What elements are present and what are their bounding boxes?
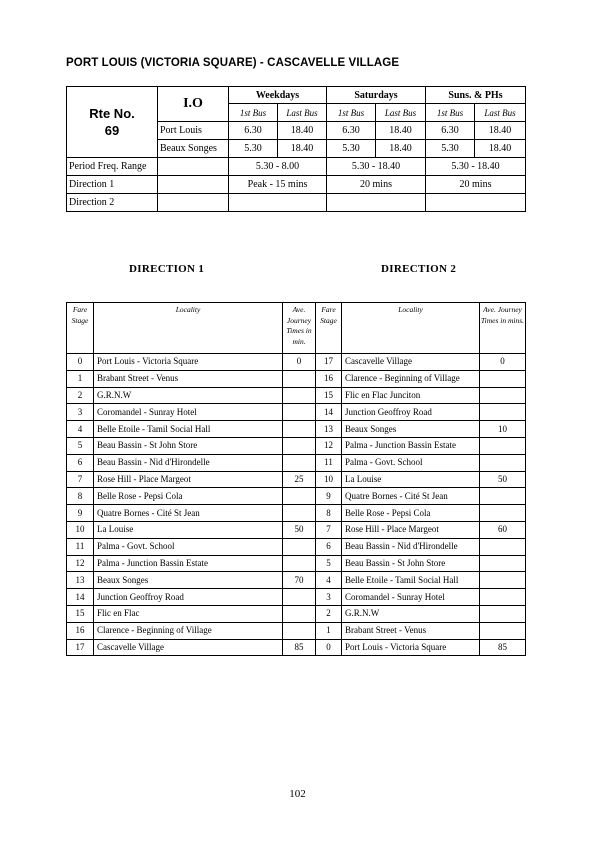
locality-header: Locality — [342, 303, 480, 354]
direction1-label: Direction 1 — [67, 176, 158, 194]
stages-header-row — [67, 303, 526, 354]
period-value: 5.30 - 8.00 — [229, 158, 327, 176]
fare-stage-cell: 17 — [316, 354, 342, 371]
time-cell: 6.30 — [229, 122, 278, 140]
journey-time-cell: 85 — [480, 639, 526, 656]
locality-cell: Palma - Junction Bassin Estate — [342, 437, 480, 454]
direction2-label: Direction 2 — [67, 194, 158, 212]
table-row — [67, 471, 526, 488]
table-row — [67, 488, 526, 505]
route-label: Rte No. — [89, 106, 135, 121]
fare-stages-table — [66, 302, 526, 656]
fare-stage-cell: 6 — [67, 454, 94, 471]
page-number: 102 — [289, 788, 306, 800]
saturdays-header: Saturdays — [327, 87, 426, 104]
fare-stage-cell: 15 — [316, 387, 342, 404]
table-row — [67, 555, 526, 572]
period-value: 5.30 - 18.40 — [327, 158, 426, 176]
time-cell: 6.30 — [327, 122, 376, 140]
time-cell: 18.40 — [278, 140, 327, 158]
table-row — [67, 605, 526, 622]
fare-stage-cell: 16 — [316, 370, 342, 387]
fare-stage-cell: 1 — [316, 622, 342, 639]
direction1-value: Peak - 15 mins — [229, 176, 327, 194]
locality-cell: Flic en Flac — [94, 605, 283, 622]
journey-time-cell — [283, 555, 316, 572]
last-bus-label: Last Bus — [475, 104, 526, 122]
fare-stage-cell: 16 — [67, 622, 94, 639]
fare-stage-cell: 7 — [316, 521, 342, 538]
journey-time-cell — [283, 437, 316, 454]
journey-time-cell — [480, 404, 526, 421]
fare-stage-cell: 17 — [67, 639, 94, 656]
locality-cell: Beaux Songes — [94, 572, 283, 589]
journey-time-cell: 10 — [480, 421, 526, 438]
journey-time-cell: 0 — [283, 354, 316, 371]
fare-stage-cell: 15 — [67, 605, 94, 622]
locality-cell: Coromandel - Sunray Hotel — [342, 589, 480, 606]
locality-cell: Beau Bassin - Nid d'Hirondelle — [342, 538, 480, 555]
time-cell: 5.30 — [327, 140, 376, 158]
journey-times-header: Ave. Journey Times in mins. — [480, 303, 526, 354]
weekdays-header: Weekdays — [229, 87, 327, 104]
period-label: Period Freq. Range — [67, 158, 158, 176]
table-row — [67, 421, 526, 438]
fare-stage-cell: 0 — [316, 639, 342, 656]
fare-stage-cell: 0 — [67, 354, 94, 371]
time-cell: 5.30 — [426, 140, 475, 158]
journey-time-cell: 25 — [283, 471, 316, 488]
first-bus-label: 1st Bus — [229, 104, 278, 122]
direction-2-heading: DIRECTION 2 — [381, 263, 457, 275]
fare-stage-cell: 5 — [316, 555, 342, 572]
time-cell: 18.40 — [475, 140, 526, 158]
journey-time-cell — [283, 505, 316, 522]
origin-place: Beaux Songes — [158, 140, 229, 158]
fare-stage-cell: 11 — [316, 454, 342, 471]
locality-cell: Beau Bassin - St John Store — [342, 555, 480, 572]
locality-cell: Cascavelle Village — [94, 639, 283, 656]
page-title: PORT LOUIS (VICTORIA SQUARE) - CASCAVELLE VILLAGE — [66, 57, 400, 69]
locality-cell: Beaux Songes — [342, 421, 480, 438]
table-row — [67, 404, 526, 421]
fare-stage-cell: 4 — [316, 572, 342, 589]
journey-time-cell — [480, 437, 526, 454]
journey-time-cell — [480, 622, 526, 639]
time-cell: 6.30 — [426, 122, 475, 140]
journey-time-cell — [283, 488, 316, 505]
last-bus-label: Last Bus — [376, 104, 426, 122]
journey-time-cell — [283, 589, 316, 606]
locality-cell: Rose Hill - Place Margeot — [94, 471, 283, 488]
direction1-value: 20 mins — [327, 176, 426, 194]
direction-1-heading: DIRECTION 1 — [129, 263, 205, 275]
locality-cell: Junction Geoffroy Road — [94, 589, 283, 606]
journey-time-cell — [480, 555, 526, 572]
locality-cell: La Louise — [342, 471, 480, 488]
period-value: 5.30 - 18.40 — [426, 158, 526, 176]
fare-stage-cell: 2 — [316, 605, 342, 622]
journey-time-cell — [480, 572, 526, 589]
table-row — [67, 505, 526, 522]
journey-time-cell: 60 — [480, 521, 526, 538]
table-row — [67, 572, 526, 589]
locality-cell: Palma - Govt. School — [94, 538, 283, 555]
fare-stage-cell: 1 — [67, 370, 94, 387]
journey-times-header: Ave. Journey Times in min. — [283, 303, 316, 354]
locality-cell: Quatre Bornes - Cité St Jean — [342, 488, 480, 505]
fare-stage-cell: 13 — [67, 572, 94, 589]
locality-cell: G.R.N.W — [94, 387, 283, 404]
direction1-value: 20 mins — [426, 176, 526, 194]
locality-cell: Clarence - Beginning of Village — [94, 622, 283, 639]
io-label: I.O — [158, 87, 229, 122]
fare-stage-cell: 10 — [67, 521, 94, 538]
locality-cell: Port Louis - Victoria Square — [94, 354, 283, 371]
locality-cell: Flic en Flac Junciton — [342, 387, 480, 404]
fare-stage-cell: 8 — [316, 505, 342, 522]
fare-stage-cell: 12 — [67, 555, 94, 572]
route-schedule-table — [66, 86, 526, 212]
journey-time-cell — [283, 421, 316, 438]
time-cell: 18.40 — [376, 140, 426, 158]
journey-time-cell — [480, 454, 526, 471]
route-number-cell — [67, 87, 158, 158]
fare-stage-cell: 5 — [67, 437, 94, 454]
last-bus-label: Last Bus — [278, 104, 327, 122]
journey-time-cell — [283, 404, 316, 421]
locality-cell: Beau Bassin - Nid d'Hirondelle — [94, 454, 283, 471]
sundays-header: Suns. & PHs — [426, 87, 526, 104]
table-row — [67, 387, 526, 404]
journey-time-cell — [480, 387, 526, 404]
locality-cell: Coromandel - Sunray Hotel — [94, 404, 283, 421]
fare-stage-cell: 13 — [316, 421, 342, 438]
fare-stage-cell: 14 — [67, 589, 94, 606]
locality-cell: Rose Hill - Place Margeot — [342, 521, 480, 538]
locality-header: Locality — [94, 303, 283, 354]
journey-time-cell — [480, 538, 526, 555]
fare-stage-header: Fare Stage — [67, 303, 94, 354]
table-row — [67, 589, 526, 606]
fare-stage-cell: 3 — [67, 404, 94, 421]
locality-cell: Port Louis - Victoria Square — [342, 639, 480, 656]
time-cell: 18.40 — [475, 122, 526, 140]
journey-time-cell — [283, 622, 316, 639]
locality-cell: Brabant Street - Venus — [94, 370, 283, 387]
fare-stage-cell: 2 — [67, 387, 94, 404]
origin-place: Port Louis — [158, 122, 229, 140]
fare-stage-cell: 9 — [67, 505, 94, 522]
fare-stage-cell: 14 — [316, 404, 342, 421]
locality-cell: Brabant Street - Venus — [342, 622, 480, 639]
fare-stage-cell: 11 — [67, 538, 94, 555]
journey-time-cell — [480, 589, 526, 606]
locality-cell: Junction Geoffroy Road — [342, 404, 480, 421]
locality-cell: Belle Etoile - Tamil Social Hall — [342, 572, 480, 589]
fare-stage-cell: 8 — [67, 488, 94, 505]
table-row — [67, 622, 526, 639]
journey-time-cell — [283, 605, 316, 622]
locality-cell: Clarence - Beginning of Village — [342, 370, 480, 387]
locality-cell: Palma - Govt. School — [342, 454, 480, 471]
journey-time-cell — [283, 454, 316, 471]
fare-stage-header: Fare Stage — [316, 303, 342, 354]
journey-time-cell — [283, 387, 316, 404]
table-row — [67, 370, 526, 387]
locality-cell: Cascavelle Village — [342, 354, 480, 371]
table-row — [67, 454, 526, 471]
fare-stage-cell: 6 — [316, 538, 342, 555]
journey-time-cell — [480, 488, 526, 505]
fare-stage-cell: 7 — [67, 471, 94, 488]
first-bus-label: 1st Bus — [426, 104, 475, 122]
time-cell: 5.30 — [229, 140, 278, 158]
journey-time-cell: 50 — [480, 471, 526, 488]
table-row — [67, 354, 526, 371]
table-row — [67, 521, 526, 538]
locality-cell: G.R.N.W — [342, 605, 480, 622]
locality-cell: Belle Rose - Pepsi Cola — [342, 505, 480, 522]
journey-time-cell — [480, 605, 526, 622]
journey-time-cell: 50 — [283, 521, 316, 538]
journey-time-cell — [480, 370, 526, 387]
fare-stage-cell: 12 — [316, 437, 342, 454]
route-number: 69 — [104, 123, 120, 138]
journey-time-cell — [283, 370, 316, 387]
fare-stage-cell: 3 — [316, 589, 342, 606]
locality-cell: Beau Bassin - St John Store — [94, 437, 283, 454]
journey-time-cell: 0 — [480, 354, 526, 371]
locality-cell: Palma - Junction Bassin Estate — [94, 555, 283, 572]
journey-time-cell: 70 — [283, 572, 316, 589]
table-row — [67, 437, 526, 454]
first-bus-label: 1st Bus — [327, 104, 376, 122]
fare-stage-cell: 9 — [316, 488, 342, 505]
journey-time-cell — [480, 505, 526, 522]
journey-time-cell — [283, 538, 316, 555]
time-cell: 18.40 — [376, 122, 426, 140]
locality-cell: Belle Etoile - Tamil Social Hall — [94, 421, 283, 438]
fare-stage-cell: 10 — [316, 471, 342, 488]
locality-cell: Belle Rose - Pepsi Cola — [94, 488, 283, 505]
locality-cell: Quatre Bornes - Cité St Jean — [94, 505, 283, 522]
journey-time-cell: 85 — [283, 639, 316, 656]
table-row — [67, 538, 526, 555]
fare-stage-cell: 4 — [67, 421, 94, 438]
locality-cell: La Louise — [94, 521, 283, 538]
table-row — [67, 639, 526, 656]
time-cell: 18.40 — [278, 122, 327, 140]
